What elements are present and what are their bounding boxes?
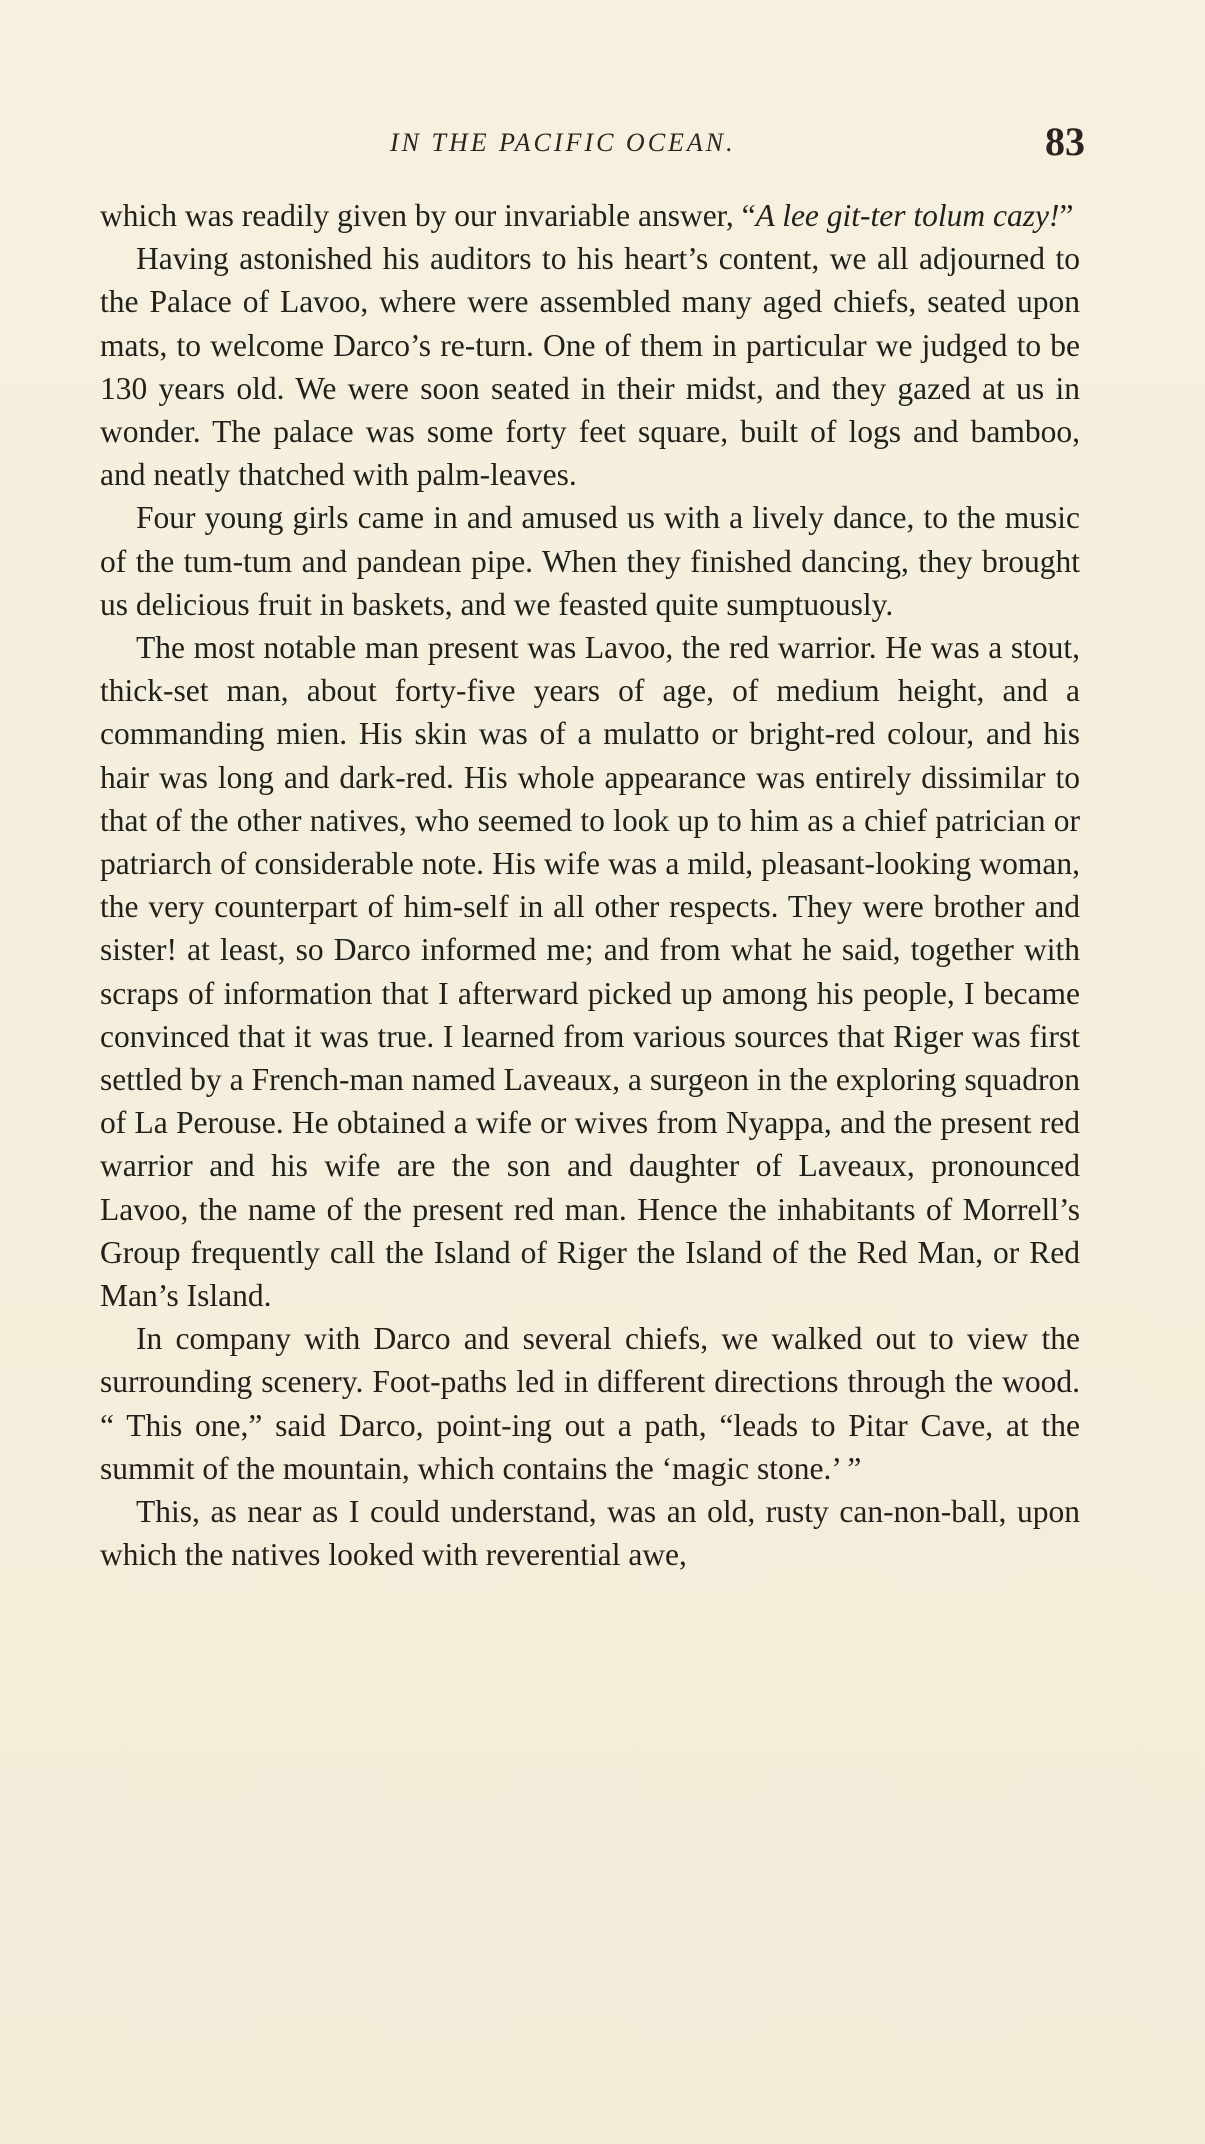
- paragraph-5: In company with Darco and several chiefs, we walked out to view the surrounding scenery. Foot-paths led in different directions through the wood. “ This one,” said Darco, point-ing out a path, “leads to Pitar Cave, at the summit of the mountain, which contains the ‘magic stone.’ ”: [100, 1321, 1080, 1486]
- paragraph-1: [100, 194, 1080, 237]
- paragraph-2: Having astonished his auditors to his heart’s content, we all adjourned to the Palace of Lavoo, where were assembled many aged chiefs, seated upon mats, to welcome Darco’s re-turn. One of them in particular we judged to be 130 years old. We were soon seated in their midst, and they gazed at us in wonder. The palace was some forty feet square, built of logs and bamboo, and neatly thatched with palm-leaves.: [100, 241, 1080, 493]
- body-text: [100, 194, 1080, 1577]
- paragraph-1-italic: A lee git-ter tolum cazy!: [755, 198, 1060, 233]
- paragraph-4: The most notable man present was Lavoo, the red warrior. He was a stout, thick-set man, about forty-five years of age, of medium height, and a commanding mien. His skin was of a mulatto or bright-red colour, and his hair was long and dark-red. His whole appearance was entirely dissimilar to that of the other natives, who seemed to look up to him as a chief patrician or patriarch of considerable note. His wife was a mild, pleasant-looking woman, the very counterpart of him-self in all other respects. They were brother and sister! at least, so Darco informed me; and from what he said, together with scraps of information that I afterward picked up among his people, I became convinced that it was true. I learned from various sources that Riger was first settled by a French-man named Laveaux, a surgeon in the exploring squadron of La Perouse. He obtained a wife or wives from Nyappa, and the present red warrior and his wife are the son and daughter of Laveaux, pronounced Lavoo, the name of the present red man. Hence the inhabitants of Morrell’s Group frequently call the Island of Riger the Island of the Red Man, or Red Man’s Island.: [100, 630, 1080, 1314]
- paragraph-1-after: ”: [1059, 198, 1074, 233]
- paragraph-3: Four young girls came in and amused us with a lively dance, to the music of the tum-tum and pandean pipe. When they finished dancing, they brought us delicious fruit in baskets, and we feasted quite sumptuously.: [100, 500, 1080, 622]
- running-head: [100, 118, 1085, 178]
- page-number: 83: [1045, 119, 1085, 164]
- paragraph-1-before: which was readily given by our invariable answer, “: [100, 198, 756, 233]
- running-title: IN THE PACIFIC OCEAN.: [390, 128, 736, 157]
- paragraph-6: This, as near as I could understand, was an old, rusty can-non-ball, upon which the natives looked with reverential awe,: [100, 1494, 1080, 1573]
